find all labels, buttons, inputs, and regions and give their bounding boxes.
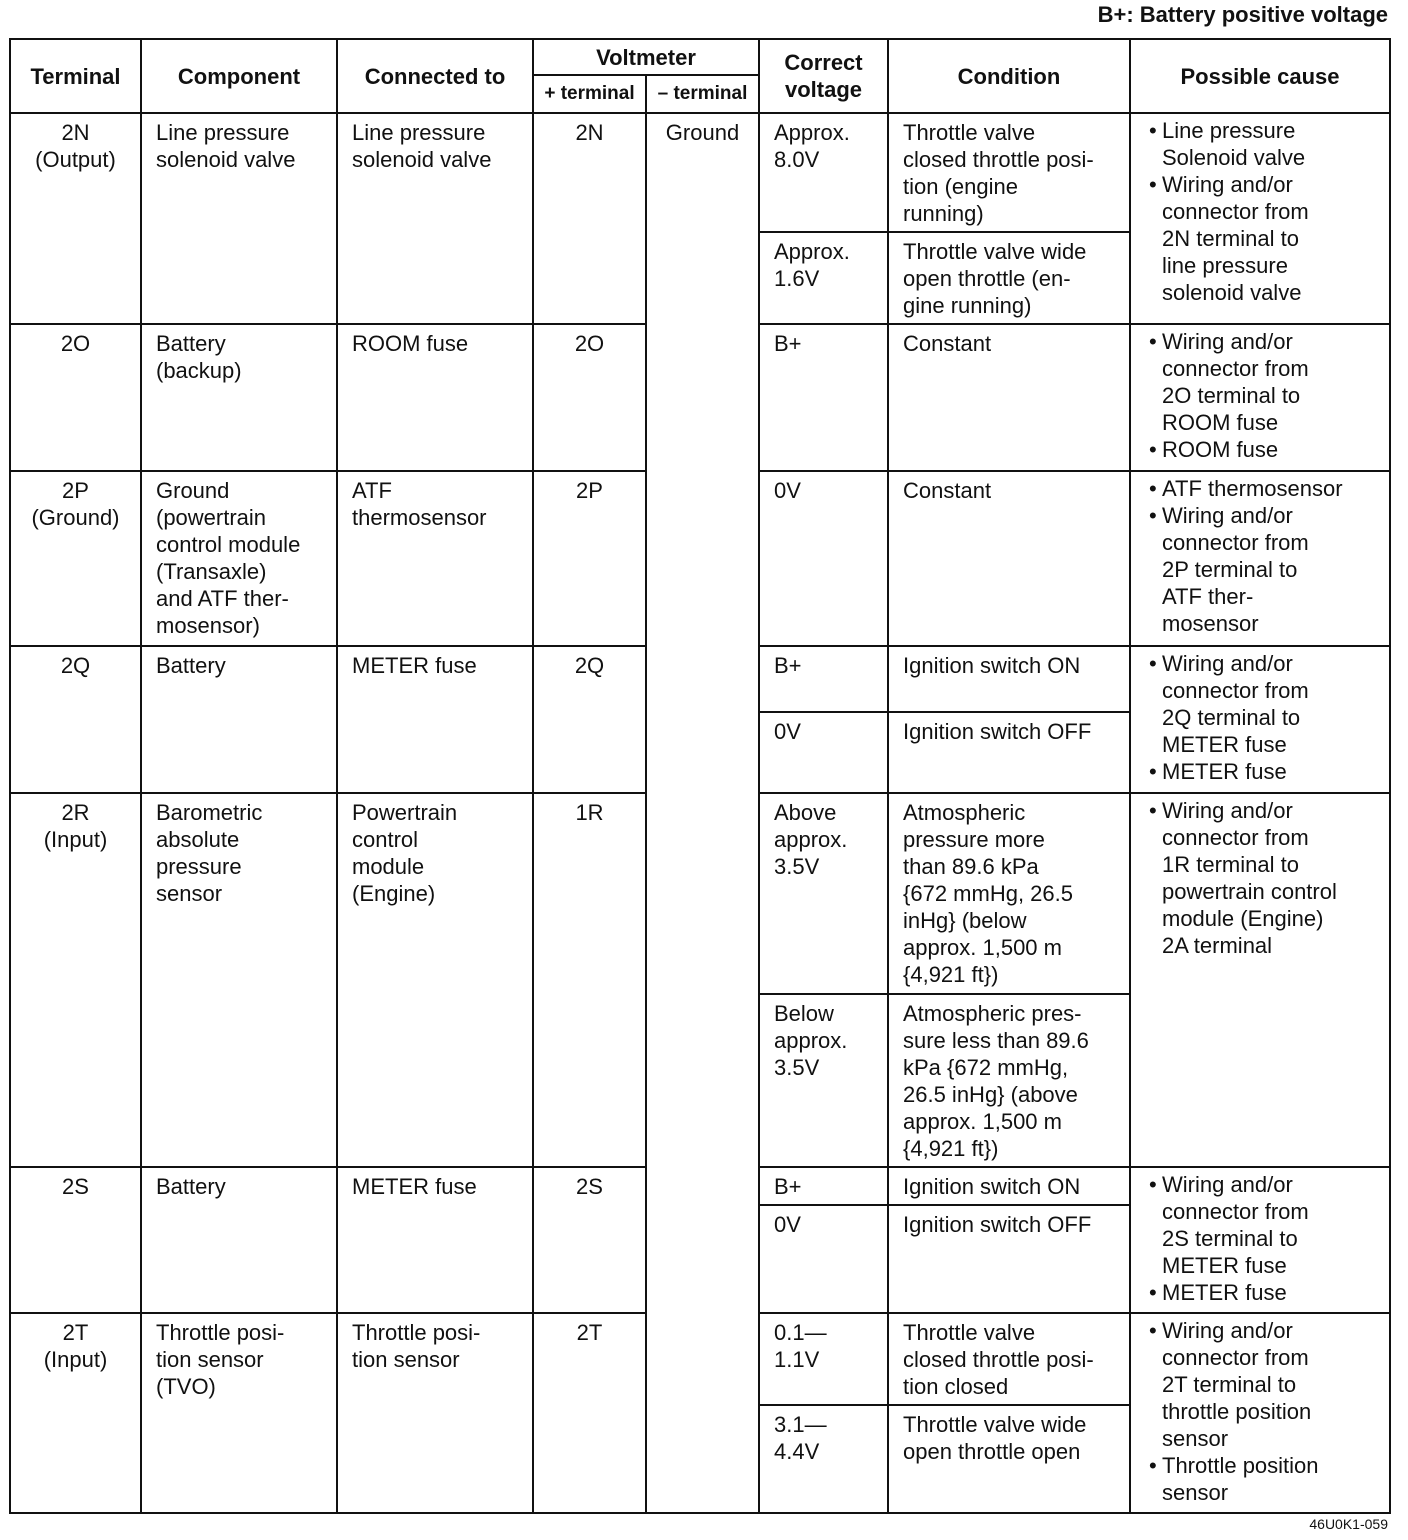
correct-voltage-cell: Below approx. 3.5V	[759, 994, 888, 1167]
correct-voltage-cell: B+	[759, 646, 888, 712]
cause-item: • Wiring and/or connector from 2T terminal to throttle position sensor	[1141, 1317, 1383, 1452]
possible-cause-cell	[1130, 1313, 1390, 1513]
terminal-inspection-table	[9, 38, 1391, 1514]
correct-voltage-cell: 0V	[759, 471, 888, 646]
component-cell: Ground (powertrain control module (Transaxle) and ATF ther- mosensor)	[141, 471, 337, 646]
connected-to-cell: METER fuse	[337, 646, 533, 793]
correct-voltage-cell: 0V	[759, 712, 888, 793]
possible-cause-cell	[1130, 471, 1390, 646]
condition-cell: Ignition switch ON	[888, 1167, 1130, 1205]
cause-item: • Throttle position sensor	[1141, 1452, 1383, 1506]
cause-item: • ROOM fuse	[1141, 436, 1383, 463]
condition-cell: Ignition switch OFF	[888, 712, 1130, 793]
plus-terminal-cell: 2N	[533, 113, 646, 324]
cause-item: • Wiring and/or connector from 1R terminal to powertrain control module (Engine) 2A terminal	[1141, 797, 1383, 959]
connected-to-cell: ROOM fuse	[337, 324, 533, 471]
correct-voltage-cell: Above approx. 3.5V	[759, 793, 888, 994]
header-minus-terminal: – terminal	[646, 75, 759, 113]
possible-cause-cell	[1130, 646, 1390, 793]
correct-voltage-cell: 0V	[759, 1205, 888, 1313]
correct-voltage-cell: Approx. 1.6V	[759, 232, 888, 324]
condition-cell: Ignition switch ON	[888, 646, 1130, 712]
table-row	[10, 113, 1390, 232]
plus-terminal-cell: 1R	[533, 793, 646, 1167]
terminal-cell: 2P (Ground)	[10, 471, 141, 646]
correct-voltage-cell: B+	[759, 324, 888, 471]
header-connected-to: Connected to	[337, 39, 533, 113]
component-cell: Battery (backup)	[141, 324, 337, 471]
component-cell: Line pressure solenoid valve	[141, 113, 337, 324]
connected-to-cell: METER fuse	[337, 1167, 533, 1313]
cause-item: • Wiring and/or connector from 2S terminal to METER fuse	[1141, 1171, 1383, 1279]
terminal-cell: 2O	[10, 324, 141, 471]
header-terminal: Terminal	[10, 39, 141, 113]
possible-cause-cell	[1130, 113, 1390, 324]
connected-to-cell: Powertrain control module (Engine)	[337, 793, 533, 1167]
condition-cell: Atmospheric pres- sure less than 89.6 kPa {672 mmHg, 26.5 inHg} (above approx. 1,500 m {4,921 ft})	[888, 994, 1130, 1167]
condition-cell: Constant	[888, 471, 1130, 646]
cause-item: • METER fuse	[1141, 758, 1383, 785]
cause-item: • Wiring and/or connector from 2Q terminal to METER fuse	[1141, 650, 1383, 758]
possible-cause-cell	[1130, 1167, 1390, 1313]
header-possible-cause: Possible cause	[1130, 39, 1390, 113]
correct-voltage-cell: Approx. 8.0V	[759, 113, 888, 232]
terminal-cell: 2Q	[10, 646, 141, 793]
condition-cell: Throttle valve wide open throttle open	[888, 1405, 1130, 1513]
figure-code: 46U0K1-059	[1309, 1516, 1388, 1532]
terminal-cell: 2S	[10, 1167, 141, 1313]
plus-terminal-cell: 2T	[533, 1313, 646, 1513]
plus-terminal-cell: 2Q	[533, 646, 646, 793]
terminal-cell: 2N (Output)	[10, 113, 141, 324]
connected-to-cell: Throttle posi- tion sensor	[337, 1313, 533, 1513]
header-plus-terminal: + terminal	[533, 75, 646, 113]
legend-note: B+: Battery positive voltage	[1097, 2, 1388, 27]
connected-to-cell: ATF thermosensor	[337, 471, 533, 646]
terminal-cell: 2R (Input)	[10, 793, 141, 1167]
cause-item: • ATF thermosensor	[1141, 475, 1383, 502]
condition-cell: Atmospheric pressure more than 89.6 kPa {672 mmHg, 26.5 inHg} (below approx. 1,500 m {4,921 ft})	[888, 793, 1130, 994]
connected-to-cell: Line pressure solenoid valve	[337, 113, 533, 324]
correct-voltage-cell: 0.1— 1.1V	[759, 1313, 888, 1405]
component-cell: Battery	[141, 1167, 337, 1313]
correct-voltage-cell: 3.1— 4.4V	[759, 1405, 888, 1513]
cause-item: • Wiring and/or connector from 2N terminal to line pressure solenoid valve	[1141, 171, 1383, 306]
minus-terminal-ground-cell: Ground	[646, 113, 759, 1513]
component-cell: Barometric absolute pressure sensor	[141, 793, 337, 1167]
plus-terminal-cell: 2S	[533, 1167, 646, 1313]
component-cell: Battery	[141, 646, 337, 793]
condition-cell: Throttle valve closed throttle posi- tion (engine running)	[888, 113, 1130, 232]
plus-terminal-cell: 2P	[533, 471, 646, 646]
possible-cause-cell	[1130, 324, 1390, 471]
cause-item: • METER fuse	[1141, 1279, 1383, 1306]
header-voltmeter: Voltmeter	[533, 39, 759, 75]
header-correct-voltage: Correct voltage	[759, 39, 888, 113]
plus-terminal-cell: 2O	[533, 324, 646, 471]
table-body	[10, 113, 1390, 1513]
terminal-cell: 2T (Input)	[10, 1313, 141, 1513]
possible-cause-cell	[1130, 793, 1390, 1167]
cause-item: • Wiring and/or connector from 2P terminal to ATF ther- mosensor	[1141, 502, 1383, 637]
header-condition: Condition	[888, 39, 1130, 113]
cause-item: • Wiring and/or connector from 2O terminal to ROOM fuse	[1141, 328, 1383, 436]
cause-item: • Line pressure Solenoid valve	[1141, 117, 1383, 171]
header-component: Component	[141, 39, 337, 113]
correct-voltage-cell: B+	[759, 1167, 888, 1205]
condition-cell: Ignition switch OFF	[888, 1205, 1130, 1313]
condition-cell: Throttle valve closed throttle posi- tion closed	[888, 1313, 1130, 1405]
condition-cell: Throttle valve wide open throttle (en- gine running)	[888, 232, 1130, 324]
condition-cell: Constant	[888, 324, 1130, 471]
component-cell: Throttle posi- tion sensor (TVO)	[141, 1313, 337, 1513]
